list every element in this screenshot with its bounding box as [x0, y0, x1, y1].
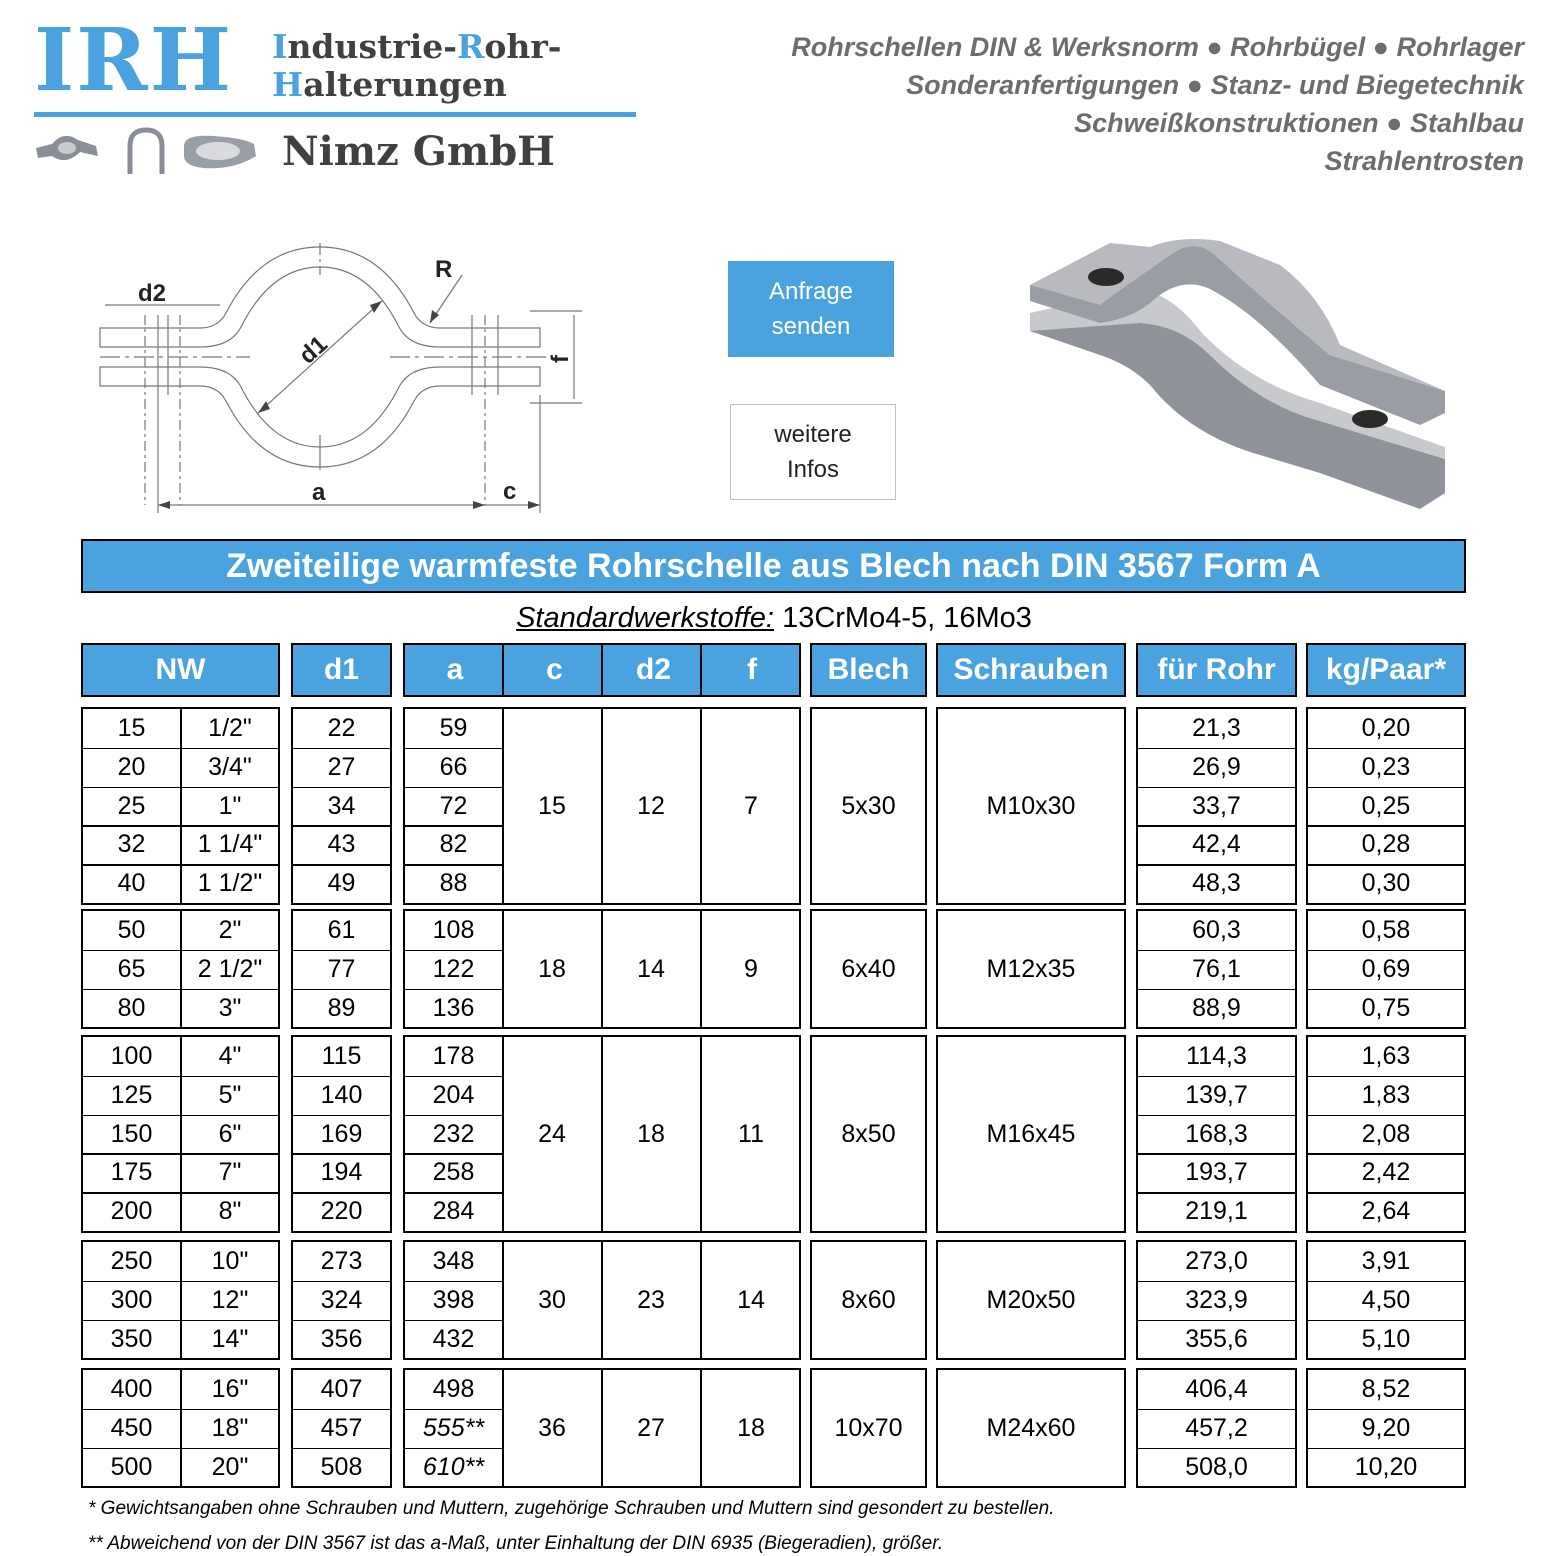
cell-d1: 43 [327, 830, 356, 859]
header-blech: Blech [810, 643, 927, 697]
cell-rohr: 355,6 [1185, 1324, 1248, 1353]
cell-inch: 10" [211, 1247, 249, 1275]
cell-nw: 40 [117, 869, 146, 898]
company-name: Nimz GmbH [282, 128, 555, 175]
cell-inch: 8" [218, 1197, 242, 1226]
cell-rohr: 26,9 [1192, 752, 1241, 781]
cell-nw: 500 [110, 1452, 153, 1481]
cell-d1: 457 [320, 1413, 363, 1442]
cell-c: 15 [538, 791, 566, 820]
cell-a: 108 [432, 916, 475, 944]
cell-nw: 100 [110, 1042, 153, 1070]
cell-kg: 0,28 [1361, 830, 1411, 859]
cell-kg: 5,10 [1361, 1324, 1411, 1353]
cell-rohr: 139,7 [1185, 1080, 1248, 1109]
header-divider [502, 645, 504, 695]
footnote-weight: * Gewichtsangaben ohne Schrauben und Muttern, zugehörige Schrauben und Muttern sind gesondert zu bestellen. [88, 1498, 1055, 1519]
cell-d2: 14 [637, 954, 665, 983]
cell-kg: 0,20 [1361, 714, 1411, 742]
cell-c: 30 [538, 1285, 566, 1314]
cell-inch: 1 1/2" [197, 869, 263, 898]
header-rohr: für Rohr [1136, 643, 1297, 697]
cell-d1: 61 [327, 916, 356, 944]
cell-inch: 6" [218, 1119, 242, 1148]
cell-a: 82 [439, 830, 468, 859]
cell-rohr: 219,1 [1185, 1197, 1248, 1226]
cell-nw: 200 [110, 1197, 153, 1226]
dim-label-f: f [547, 355, 574, 363]
cell-a: 258 [432, 1158, 475, 1187]
cell-a: 122 [432, 954, 475, 983]
cell-nw: 300 [110, 1285, 153, 1314]
cell-kg: 2,42 [1361, 1158, 1411, 1187]
cell-kg: 10,20 [1354, 1452, 1418, 1481]
cell-d1: 508 [320, 1452, 363, 1481]
cell-d2: 12 [637, 791, 665, 820]
logo-abbrev: IRH [34, 10, 233, 111]
cell-inch: 12" [211, 1285, 249, 1314]
cell-blech: 5x30 [841, 791, 896, 820]
cell-d1: 77 [327, 954, 356, 983]
cell-f: 11 [738, 1119, 764, 1148]
dim-label-a: a [312, 479, 326, 506]
cell-d1: 49 [327, 869, 356, 898]
cell-rohr: 457,2 [1185, 1413, 1248, 1442]
cell-inch: 2" [218, 916, 242, 944]
cell-f: 18 [737, 1413, 765, 1442]
cell-rohr: 193,7 [1185, 1158, 1248, 1187]
cell-blech: 10x70 [834, 1413, 903, 1442]
cell-a: 72 [439, 791, 468, 820]
cell-a: 178 [432, 1042, 475, 1070]
cell-nw: 20 [117, 752, 146, 781]
cell-inch: 4" [218, 1042, 242, 1070]
cell-a: 284 [432, 1197, 475, 1226]
cell-rohr: 60,3 [1192, 916, 1241, 944]
cell-kg: 0,25 [1361, 791, 1411, 820]
cell-rohr: 508,0 [1185, 1452, 1248, 1481]
inquiry-button[interactable]: Anfrage senden [728, 261, 894, 357]
cell-a: 498 [432, 1375, 475, 1403]
cell-kg: 0,69 [1361, 954, 1411, 983]
cell-d2: 23 [637, 1285, 665, 1314]
more-info-button[interactable]: weitere Infos [730, 404, 896, 500]
cell-rohr: 273,0 [1185, 1247, 1248, 1275]
pipe-clamp-icon [36, 136, 98, 160]
cell-inch: 16" [211, 1375, 249, 1403]
header-divider [601, 645, 603, 695]
cell-a: 348 [432, 1247, 475, 1275]
cell-schrauben: M16x45 [986, 1119, 1076, 1148]
cell-d1: 273 [320, 1247, 363, 1275]
header-nw: NW [81, 643, 280, 697]
cell-kg: 0,58 [1361, 916, 1411, 944]
cell-kg: 1,83 [1361, 1080, 1411, 1109]
footnote-a-dimension: ** Abweichend von der DIN 3567 ist das a-Maß, unter Einhaltung der DIN 6935 (Biegeradien), größer. [88, 1533, 944, 1554]
cell-inch: 20" [211, 1452, 249, 1481]
dim-label-r: R [435, 256, 453, 283]
header-f: f [747, 653, 757, 686]
cell-a: 88 [439, 869, 468, 898]
u-bolt-icon [130, 130, 162, 174]
cell-nw: 350 [110, 1324, 153, 1353]
cell-rohr: 323,9 [1185, 1285, 1248, 1314]
cell-a: 59 [439, 714, 468, 742]
cell-inch: 3/4" [208, 752, 252, 781]
header-d1: d1 [291, 643, 392, 697]
cell-inch: 14" [211, 1324, 249, 1353]
cell-a: 610** [422, 1452, 485, 1481]
cell-blech: 8x60 [841, 1285, 896, 1314]
pipe-strap-icon [184, 136, 256, 169]
cell-a: 66 [439, 752, 468, 781]
cell-d1: 407 [320, 1375, 363, 1403]
cell-rohr: 406,4 [1185, 1375, 1248, 1403]
cell-d1: 356 [320, 1324, 363, 1353]
header-d2: d2 [635, 653, 671, 686]
cell-a: 136 [432, 993, 475, 1022]
cell-nw: 15 [117, 714, 146, 742]
cell-nw: 125 [110, 1080, 153, 1109]
cell-nw: 450 [110, 1413, 153, 1442]
cell-inch: 3" [218, 993, 242, 1022]
cell-inch: 5" [218, 1080, 242, 1109]
tagline: Rohrschellen DIN & Werksnorm ● Rohrbügel ● Rohrlager Sonderanfertigungen ● Stanz- und Biegetechnik Schweißkonstruktionen ● Stahlbau Strahlentrosten [791, 32, 1524, 176]
cell-schrauben: M12x35 [986, 954, 1076, 983]
cell-a: 232 [432, 1119, 475, 1148]
cell-d2: 18 [637, 1119, 665, 1148]
header-kg: kg/Paar* [1306, 643, 1466, 697]
dim-label-c: c [503, 478, 517, 505]
cell-schrauben: M24x60 [986, 1413, 1076, 1442]
cell-kg: 0,75 [1361, 993, 1411, 1022]
cell-nw: 65 [117, 954, 146, 983]
cell-rohr: 88,9 [1192, 993, 1241, 1022]
cell-kg: 2,08 [1361, 1119, 1411, 1148]
dim-label-d1: d1 [293, 330, 333, 370]
cell-kg: 0,23 [1361, 752, 1411, 781]
cell-schrauben: M10x30 [986, 791, 1076, 820]
cell-inch: 1/2" [208, 714, 252, 742]
cell-rohr: 33,7 [1192, 791, 1241, 820]
cell-d1: 27 [327, 752, 356, 781]
cell-nw: 50 [117, 916, 146, 944]
logo-underline [34, 112, 636, 117]
cell-blech: 6x40 [841, 954, 896, 983]
cell-kg: 9,20 [1361, 1413, 1411, 1442]
cell-nw: 175 [110, 1158, 153, 1187]
cell-schrauben: M20x50 [986, 1285, 1076, 1314]
cell-d1: 324 [320, 1285, 363, 1314]
cell-inch: 7" [218, 1158, 242, 1187]
cell-d1: 89 [327, 993, 356, 1022]
logo-company-name: Industrie-Rohr- Halterungen [272, 27, 562, 104]
cell-rohr: 42,4 [1192, 830, 1241, 859]
cell-kg: 8,52 [1361, 1375, 1411, 1403]
cell-nw: 25 [117, 791, 146, 820]
cell-rohr: 76,1 [1192, 954, 1241, 983]
cell-kg: 3,91 [1361, 1247, 1411, 1275]
cell-d1: 140 [320, 1080, 363, 1109]
pipe-clamp-3d-image [1020, 235, 1450, 515]
cell-d1: 22 [327, 714, 356, 742]
product-icons [34, 126, 274, 176]
technical-drawing [90, 235, 590, 525]
cell-f: 7 [744, 791, 758, 820]
cell-nw: 400 [110, 1375, 153, 1403]
cell-d1: 34 [327, 791, 356, 820]
cell-a: 204 [432, 1080, 475, 1109]
cell-c: 24 [538, 1119, 566, 1148]
cell-inch: 2 1/2" [197, 954, 263, 983]
cell-kg: 0,30 [1361, 869, 1411, 898]
cell-a: 398 [432, 1285, 475, 1314]
dim-label-d2: d2 [138, 280, 167, 307]
header-schrauben: Schrauben [936, 643, 1126, 697]
cell-a: 555** [422, 1413, 485, 1442]
cell-rohr: 48,3 [1192, 869, 1241, 898]
cell-d1: 194 [320, 1158, 363, 1187]
cell-f: 14 [737, 1285, 765, 1314]
cell-kg: 1,63 [1361, 1042, 1411, 1070]
cell-f: 9 [744, 954, 758, 983]
cell-nw: 150 [110, 1119, 153, 1148]
header-divider [700, 645, 702, 695]
cell-rohr: 21,3 [1192, 714, 1241, 742]
header-c: c [546, 653, 563, 686]
cell-rohr: 114,3 [1186, 1042, 1247, 1070]
cell-nw: 250 [110, 1247, 153, 1275]
cell-c: 36 [538, 1413, 566, 1442]
cell-kg: 2,64 [1361, 1197, 1411, 1226]
cell-inch: 1 1/4" [197, 830, 263, 859]
cell-d2: 27 [637, 1413, 665, 1442]
cell-rohr: 168,3 [1185, 1119, 1248, 1148]
cell-inch: 18" [211, 1413, 249, 1442]
cell-c: 18 [538, 954, 566, 983]
header-a: a [446, 653, 464, 686]
cell-nw: 80 [117, 993, 146, 1022]
cell-nw: 32 [117, 830, 146, 859]
table-title: Zweiteilige warmfeste Rohrschelle aus Blech nach DIN 3567 Form A [81, 539, 1466, 593]
cell-d1: 220 [320, 1197, 363, 1226]
standard-materials: Standardwerkstoffe: 13CrMo4-5, 16Mo3 [516, 602, 1032, 634]
cell-inch: 1" [218, 791, 242, 820]
cell-blech: 8x50 [841, 1119, 896, 1148]
cell-d1: 169 [320, 1119, 363, 1148]
cell-d1: 115 [321, 1042, 362, 1070]
cell-a: 432 [432, 1324, 475, 1353]
cell-kg: 4,50 [1361, 1285, 1411, 1314]
